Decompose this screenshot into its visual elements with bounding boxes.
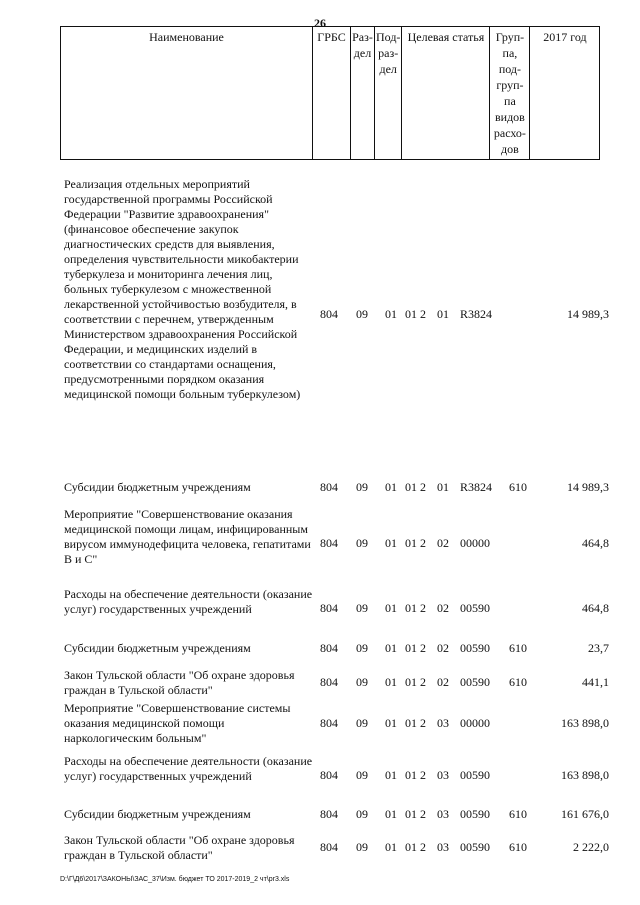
row-cell-b: 2: [420, 768, 426, 782]
row-cell-b: 2: [420, 807, 426, 821]
row-cell-sum: 14 989,3: [567, 480, 609, 494]
row-cell-grbs: 804: [320, 675, 338, 689]
row-cell-pr: 01: [385, 601, 397, 615]
row-cell-b: 2: [420, 641, 426, 655]
file-path-footer: D:\Г\Д6\2017\ЗАКОНЫ\ЗАС_37\Изм. бюджет ТО 2017-2019_2 чт\pr3.xls: [60, 876, 290, 883]
row-cell-b: 2: [420, 480, 426, 494]
row-cell-c: 03: [437, 768, 449, 782]
row-cell-a: 01: [405, 716, 417, 730]
row-cell-sum: 161 676,0: [561, 807, 609, 821]
row-name: Мероприятие "Совершенствование системы оказания медицинской помощи наркологическим больным": [64, 701, 291, 745]
row-cell-grbs: 804: [320, 641, 338, 655]
row-cell-pr: 01: [385, 641, 397, 655]
row-cell-d: 00000: [460, 536, 490, 550]
row-cell-grbs: 804: [320, 840, 338, 854]
row-cell-vr: 610: [509, 480, 527, 494]
row-cell-rz: 09: [356, 536, 368, 550]
row-name: Расходы на обеспечение деятельности (оказание услуг) государственных учреждений: [64, 587, 313, 616]
row-cell-d: 00590: [460, 641, 490, 655]
row-cell-rz: 09: [356, 768, 368, 782]
row-cell-sum: 464,8: [582, 601, 609, 615]
page-number: 26: [314, 16, 326, 30]
row-name: Субсидии бюджетным учреждениям: [64, 641, 251, 655]
row-cell-a: 01: [405, 307, 417, 321]
row-cell-a: 01: [405, 840, 417, 854]
row-cell-pr: 01: [385, 768, 397, 782]
row-cell-pr: 01: [385, 675, 397, 689]
row-cell-sum: 2 222,0: [573, 840, 609, 854]
row-cell-a: 01: [405, 768, 417, 782]
row-cell-pr: 01: [385, 840, 397, 854]
row-cell-a: 01: [405, 675, 417, 689]
row-cell-sum: 464,8: [582, 536, 609, 550]
row-cell-pr: 01: [385, 716, 397, 730]
row-name: Закон Тульской области "Об охране здоровья граждан в Тульской области": [64, 668, 295, 697]
row-cell-sum: 441,1: [582, 675, 609, 689]
row-cell-a: 01: [405, 601, 417, 615]
row-cell-rz: 09: [356, 675, 368, 689]
row-cell-b: 2: [420, 307, 426, 321]
row-cell-grbs: 804: [320, 716, 338, 730]
row-cell-c: 03: [437, 840, 449, 854]
row-cell-grbs: 804: [320, 307, 338, 321]
header-podrazdel: Под-раз-дел: [375, 27, 402, 160]
row-name: Мероприятие "Совершенствование оказания медицинской помощи лицам, инфицированным вирусом иммунодефицита человека, гепатитами В и С": [64, 507, 311, 566]
row-cell-rz: 09: [356, 840, 368, 854]
row-cell-d: 00590: [460, 840, 490, 854]
row-cell-rz: 09: [356, 307, 368, 321]
row-cell-grbs: 804: [320, 536, 338, 550]
row-cell-d: 00000: [460, 716, 490, 730]
row-cell-pr: 01: [385, 480, 397, 494]
header-target-article: Целевая статья: [402, 27, 490, 160]
row-name: Субсидии бюджетным учреждениям: [64, 807, 251, 821]
row-cell-a: 01: [405, 536, 417, 550]
row-cell-a: 01: [405, 807, 417, 821]
row-cell-sum: 163 898,0: [561, 768, 609, 782]
header-razdel: Раз-дел: [351, 27, 375, 160]
row-cell-c: 02: [437, 675, 449, 689]
row-cell-vr: 610: [509, 807, 527, 821]
row-cell-rz: 09: [356, 716, 368, 730]
row-cell-vr: 610: [509, 641, 527, 655]
row-cell-b: 2: [420, 716, 426, 730]
row-cell-grbs: 804: [320, 480, 338, 494]
header-year: 2017 год: [530, 27, 600, 160]
row-cell-sum: 163 898,0: [561, 716, 609, 730]
row-cell-b: 2: [420, 601, 426, 615]
row-cell-rz: 09: [356, 601, 368, 615]
row-cell-sum: 14 989,3: [567, 307, 609, 321]
row-cell-vr: 610: [509, 840, 527, 854]
header-name: Наименование: [61, 27, 313, 160]
row-name: Реализация отдельных мероприятий государственной программы Российской Федерации "Развитие здравоохранения" (финансовое обеспечение закупок диагностических средств для выявления, определения чувствительности микобактерии туберкулеза и мониторинга лечения лиц, больных туберкулезом с множественной лекарственной устойчивостью возбудителя, в соответствии с перечнем, утвержденным Министерством здравоохранения Российской Федерации, и медицинских изделий в соответствии со стандартами оснащения, предусмотренными порядком оказания медицинской помощи больным туберкулезом): [64, 177, 301, 401]
row-cell-vr: 610: [509, 675, 527, 689]
row-cell-c: 02: [437, 536, 449, 550]
row-cell-pr: 01: [385, 536, 397, 550]
row-cell-c: 01: [437, 307, 449, 321]
row-cell-pr: 01: [385, 807, 397, 821]
row-cell-grbs: 804: [320, 807, 338, 821]
row-cell-b: 2: [420, 675, 426, 689]
header-grbs: ГРБС: [313, 27, 351, 160]
row-cell-grbs: 804: [320, 601, 338, 615]
row-cell-d: 00590: [460, 807, 490, 821]
row-cell-rz: 09: [356, 807, 368, 821]
row-cell-c: 02: [437, 641, 449, 655]
row-cell-c: 03: [437, 716, 449, 730]
row-cell-b: 2: [420, 840, 426, 854]
row-cell-d: 00590: [460, 601, 490, 615]
row-cell-d: 00590: [460, 675, 490, 689]
row-cell-c: 03: [437, 807, 449, 821]
row-cell-c: 02: [437, 601, 449, 615]
row-cell-sum: 23,7: [588, 641, 609, 655]
row-cell-grbs: 804: [320, 768, 338, 782]
row-cell-rz: 09: [356, 480, 368, 494]
row-cell-d: R3824: [460, 480, 493, 494]
row-cell-b: 2: [420, 536, 426, 550]
row-cell-a: 01: [405, 641, 417, 655]
row-cell-pr: 01: [385, 307, 397, 321]
row-cell-d: R3824: [460, 307, 493, 321]
row-cell-a: 01: [405, 480, 417, 494]
row-cell-d: 00590: [460, 768, 490, 782]
row-cell-c: 01: [437, 480, 449, 494]
row-name: Расходы на обеспечение деятельности (оказание услуг) государственных учреждений: [64, 754, 313, 783]
header-expense-group: Груп-па, под-груп-па видов расхо-дов: [490, 27, 530, 160]
row-cell-rz: 09: [356, 641, 368, 655]
row-name: Закон Тульской области "Об охране здоровья граждан в Тульской области": [64, 833, 295, 862]
row-name: Субсидии бюджетным учреждениям: [64, 480, 251, 494]
